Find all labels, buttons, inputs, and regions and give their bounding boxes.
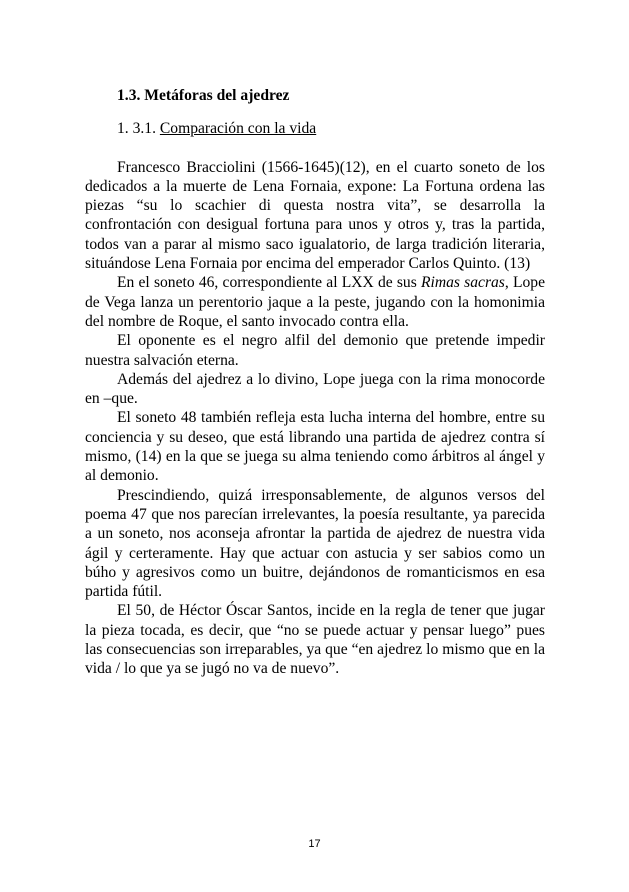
paragraph-soneto-50: El 50, de Héctor Óscar Santos, incide en la regla de tener que jugar la pieza tocada, es decir, que “no se puede actuar y pensar luego” pues las consecuencias son irreparables, ya que “en ajedrez lo mismo que en la vida / lo que ya se jugó no va de nuevo”.	[85, 602, 545, 678]
paragraph-oponente: El oponente es el negro alfil del demonio que pretende impedir nuestra salvación eterna.	[85, 332, 545, 369]
paragraph-soneto-48: El soneto 48 también refleja esta lucha interna del hombre, entre su conciencia y su deseo, que está librando una partida de ajedrez contra sí mismo, (14) en la que se juega su alma teniendo como árbitros al ángel y al demonio.	[85, 409, 545, 485]
paragraph-bracciolini: Francesco Bracciolini (1566-1645)(12), en el cuarto soneto de los dedicados a la muerte de Lena Fornaia, expone: La Fortuna ordena las piezas “su lo scachier di questa nostra vita”, se desarrolla la confrontación con desigual fortuna para unos y otros y, tras la partida, todos van a parar al mismo saco igualatorio, de larga tradición literaria, situándose Lena Fornaia por encima del emperador Carlos Quinto. (13)	[85, 158, 545, 273]
paragraph-soneto-46-rest: , Lope de Vega lanza un perentorio jaque a la peste, jugando con la homonimia del nombre de Roque, el santo invocado contra ella.	[85, 274, 545, 330]
paragraph-soneto-46-lead: En el soneto 46, correspondiente al LXX de sus	[117, 274, 421, 292]
paragraph-soneto-46	[85, 273, 545, 331]
page-number: 17	[308, 838, 321, 850]
book-title-rimas-sacras: Rimas sacras	[420, 274, 505, 292]
subsection-heading	[117, 119, 545, 138]
subsection-title: Comparación con la vida	[159, 120, 317, 138]
page-body	[85, 86, 545, 679]
subsection-number: 1. 3.1.	[117, 120, 156, 138]
paragraph-ajedrez-divino: Además del ajedrez a lo divino, Lope juega con la rima monocorde en –que.	[85, 370, 545, 408]
section-heading: 1.3. Metáforas del ajedrez	[117, 87, 290, 104]
paragraph-poema-47: Prescindiendo, quizá irresponsablemente, de algunos versos del poema 47 que nos parecían irrelevantes, la poesía resultante, ya parecida a un soneto, nos aconseja afrontar la partida de ajedrez de nuestra vida ágil y certeramente. Hay que actuar con astucia y ser sabios como un búho y agresivos como un buitre, dejándonos de romanticismos en esa partida fútil.	[85, 486, 545, 601]
